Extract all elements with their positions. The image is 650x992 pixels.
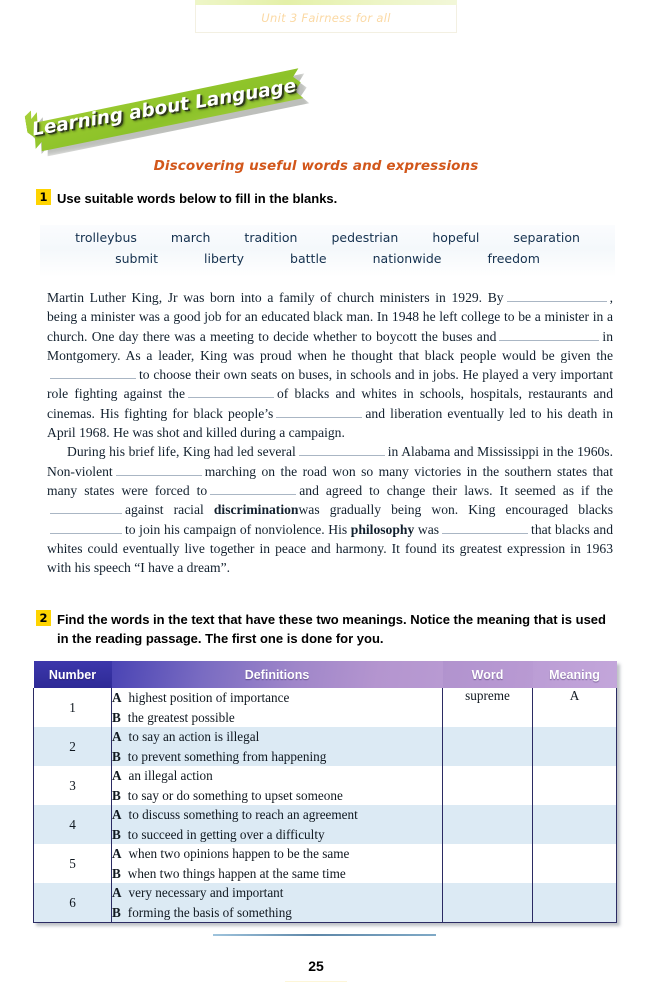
fill-blank[interactable] — [299, 442, 385, 456]
cell-number: 2 — [34, 727, 112, 766]
definitions-table-wrapper — [33, 661, 617, 923]
cell-meaning[interactable] — [533, 883, 617, 923]
word-bank-item[interactable]: hopeful — [432, 230, 480, 245]
definition-text: to discuss something to reach an agreement — [128, 807, 358, 822]
definition-key: B — [112, 709, 121, 725]
exercise-2-instruction: Find the words in the text that have these two meanings. Notice the meaning that is used in the reading passage. The first one is done for you. — [57, 612, 606, 646]
cell-meaning[interactable] — [533, 805, 617, 844]
fill-blank[interactable] — [116, 462, 202, 476]
exercise-1-instruction: Use suitable words below to fill in the blanks. — [57, 191, 338, 206]
definition-key: A — [112, 690, 122, 705]
definition-key: B — [112, 904, 121, 920]
definition-text: very necessary and important — [128, 885, 284, 900]
passage-text: against racial — [125, 502, 204, 518]
word-bank-item[interactable]: tradition — [244, 230, 298, 245]
definition-text: to prevent something from happening — [127, 748, 327, 764]
table-row — [34, 844, 617, 883]
passage-paragraph-2 — [47, 442, 613, 577]
passage-text: of blacks and whites in schools, hospitals, restaurants and cinemas. His fighting for black people’s — [47, 386, 613, 421]
cell-definitions — [112, 766, 443, 805]
table-row — [34, 766, 617, 805]
cell-meaning[interactable] — [533, 766, 617, 805]
column-header-meaning: Meaning — [533, 661, 617, 688]
word-bank-item[interactable]: nationwide — [372, 251, 442, 266]
cell-definitions — [112, 805, 443, 844]
table-header-row — [34, 661, 617, 688]
fill-blank[interactable] — [50, 365, 136, 379]
definition-text: the greatest possible — [127, 709, 235, 725]
cell-word[interactable] — [443, 883, 533, 923]
word-bank-item[interactable]: liberty — [204, 251, 245, 266]
definition-key: A — [112, 846, 122, 861]
page-number: 25 — [308, 958, 324, 974]
passage-text: was gradually being won. King encouraged blacks — [298, 502, 614, 518]
cell-word[interactable] — [443, 727, 533, 766]
fill-blank[interactable] — [499, 327, 599, 341]
cell-word[interactable] — [443, 844, 533, 883]
cell-definitions — [112, 883, 443, 923]
definition-key: A — [112, 729, 122, 744]
definition-line — [112, 864, 442, 884]
definition-line — [112, 825, 442, 845]
cell-definitions — [112, 688, 443, 727]
passage-text: , being a minister was a good job for an educated black man. In 1948 he left college to be a minister in a church. One day there was a meeting to decide whether to boycott the buses and — [47, 290, 613, 344]
fill-blank[interactable] — [276, 404, 362, 418]
cell-number: 1 — [34, 688, 112, 727]
passage-text: to choose their own seats on buses, in schools and in jobs. He played a very important role fighting against the — [47, 367, 613, 402]
word-bank-item[interactable]: trolleybus — [75, 230, 137, 245]
definition-text: to say an action is illegal — [128, 729, 260, 744]
table-row — [34, 688, 617, 727]
cell-meaning[interactable] — [533, 844, 617, 883]
fill-blank[interactable] — [442, 520, 528, 534]
definition-key: B — [112, 865, 121, 881]
cell-meaning[interactable]: A — [533, 688, 617, 727]
passage-text: During his brief life, King had led several — [67, 444, 296, 460]
cell-number: 6 — [34, 883, 112, 923]
passage-bold-word: discrimination — [213, 502, 299, 518]
passage-text: was — [417, 521, 440, 537]
definition-key: A — [112, 768, 122, 783]
cell-number: 3 — [34, 766, 112, 805]
definition-line — [112, 727, 442, 747]
definition-text: an illegal action — [128, 768, 213, 783]
definition-line — [112, 844, 442, 864]
passage-text: that blacks and whites could eventually live together in peace and harmony. It found its greatest expression in 1963 with his speech “I have a dream”. — [47, 521, 614, 576]
passage-bold-word: philosophy — [350, 521, 415, 537]
banner-label: Learning about Language — [30, 75, 298, 141]
word-bank-item[interactable]: submit — [115, 251, 159, 266]
fill-blank[interactable] — [50, 520, 122, 534]
passage-text: in Montgomery. As a leader, King was proud when he thought that black people would be given the — [47, 328, 613, 363]
definition-line — [112, 883, 442, 903]
word-bank-row-1 — [40, 225, 615, 245]
fill-blank[interactable] — [188, 385, 274, 399]
footer-rule — [213, 934, 436, 936]
table-row — [34, 805, 617, 844]
exercise-2-number-badge: 2 — [36, 610, 51, 626]
exercise-1-heading — [36, 189, 337, 208]
exercise-2-heading — [36, 610, 616, 648]
cell-definitions — [112, 727, 443, 766]
passage-text: marching on the road won so many victories in the southern states that many states were forced to — [47, 463, 613, 498]
definition-key: A — [112, 807, 122, 822]
column-header-word: Word — [443, 661, 533, 688]
definition-line — [112, 688, 442, 708]
definition-key: B — [112, 787, 121, 803]
cell-meaning[interactable] — [533, 727, 617, 766]
passage-text: in Alabama and Mississippi in the 1960s. Non-violent — [47, 444, 613, 479]
word-bank-item[interactable]: battle — [290, 251, 327, 266]
definition-key: B — [112, 748, 121, 764]
exercise-1-number-badge: 1 — [36, 189, 51, 205]
fill-blank[interactable] — [50, 500, 122, 514]
word-bank-item[interactable]: pedestrian — [331, 230, 399, 245]
table-row — [34, 727, 617, 766]
passage-text: to join his campaign of nonviolence. His — [125, 521, 348, 537]
fill-blank[interactable] — [507, 288, 607, 302]
definition-text: to succeed in getting over a difficulty — [127, 826, 325, 842]
word-bank — [40, 225, 615, 277]
passage-text: Martin Luther King, Jr was born into a family of church ministers in 1929. By — [47, 290, 504, 305]
definition-text: to say or do something to upset someone — [127, 787, 343, 803]
definition-line — [112, 708, 442, 728]
definition-line — [112, 805, 442, 825]
definition-text: when two opinions happen to be the same — [128, 846, 350, 861]
cell-word[interactable] — [443, 805, 533, 844]
definition-key: B — [112, 826, 121, 842]
word-bank-item[interactable]: march — [170, 230, 211, 245]
definitions-table — [33, 661, 617, 923]
learning-about-language-banner — [23, 63, 311, 163]
definition-key: A — [112, 885, 122, 900]
cell-number: 4 — [34, 805, 112, 844]
definition-text: when two things happen at the same time — [127, 865, 346, 881]
reading-passage — [47, 288, 613, 577]
definition-text: forming the basis of something — [127, 904, 292, 920]
definition-line — [112, 786, 442, 806]
cell-word[interactable] — [443, 766, 533, 805]
definition-line — [112, 747, 442, 767]
running-head — [195, 0, 457, 33]
passage-paragraph-1 — [47, 288, 613, 442]
running-head-text: Unit 3 Fairness for all — [261, 11, 391, 25]
definition-line — [112, 766, 442, 786]
section-heading: Discovering useful words and expressions — [153, 158, 479, 174]
word-bank-item[interactable]: separation — [513, 230, 580, 245]
cell-definitions — [112, 844, 443, 883]
definition-line — [112, 903, 442, 923]
word-bank-row-2 — [40, 245, 615, 266]
cell-word[interactable]: supreme — [443, 688, 533, 727]
passage-text: and agreed to change their laws. It seemed as if the — [299, 482, 613, 498]
column-header-definitions: Definitions — [112, 661, 443, 688]
column-header-number: Number — [34, 661, 112, 688]
definition-text: highest position of importance — [128, 690, 290, 705]
word-bank-item[interactable]: freedom — [487, 251, 540, 266]
table-row — [34, 883, 617, 923]
cell-number: 5 — [34, 844, 112, 883]
passage-text: and liberation eventually led to his death in April 1968. He was shot and killed during a campaign. — [47, 405, 614, 441]
fill-blank[interactable] — [210, 481, 296, 495]
